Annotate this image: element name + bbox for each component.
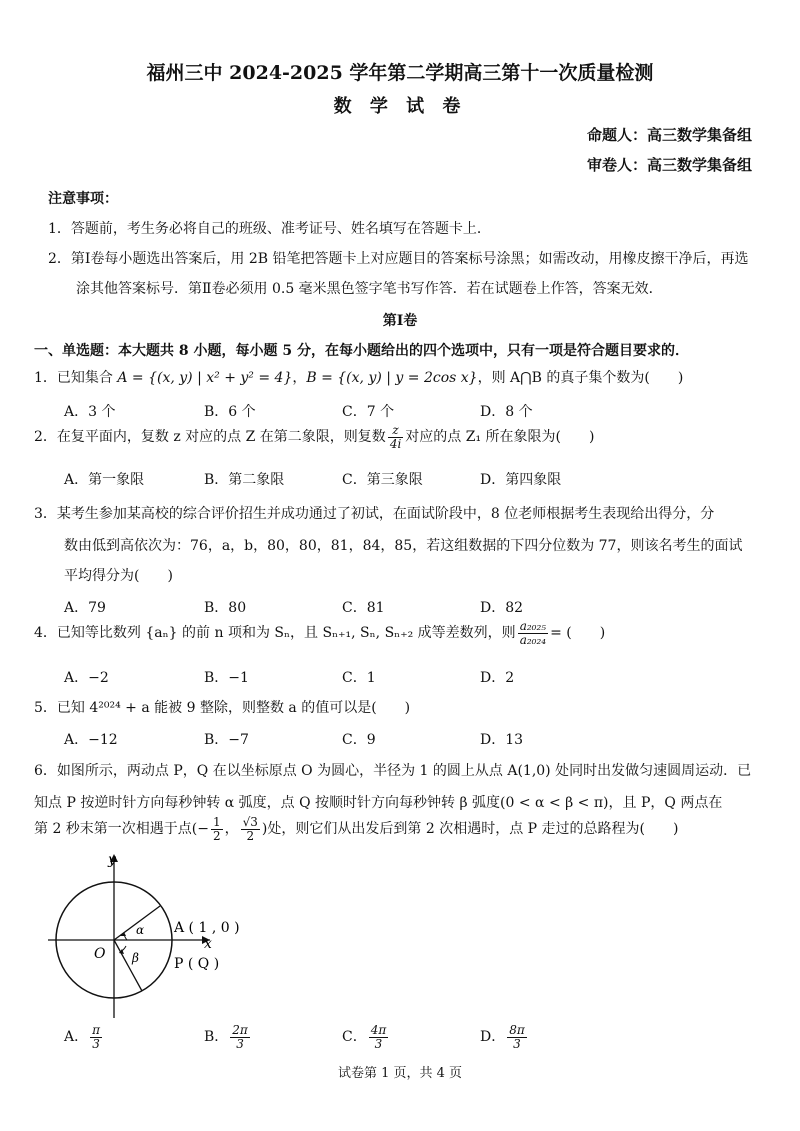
page-footer: 试卷第 1 页，共 4 页 (337, 1066, 463, 1081)
question-6-line-3 (34, 816, 678, 842)
beta-label: β (132, 951, 139, 965)
q1-option-d: D．8 个 (480, 404, 533, 420)
q1-post: ，则 A⋂B 的真子集个数为( ) (477, 370, 684, 386)
q6-frac-1-den: 2 (213, 828, 221, 843)
q4-option-b: B．−1 (204, 670, 249, 686)
question-6-line-2: 知点 P 按逆时针方向每秒钟转 α 弧度，点 Q 按顺时针方向每秒钟转 β 弧度(0 < α < β < π)，且 P，Q 两点在 (34, 795, 723, 811)
q5-option-a: A．−12 (64, 732, 118, 748)
q1-option-b: B．6 个 (204, 404, 256, 420)
q6-option-c-letter: C． (342, 1029, 367, 1046)
q6-option-b-letter: B． (204, 1029, 229, 1046)
x-axis-label: x (204, 936, 212, 952)
question-2 (34, 424, 594, 450)
q6-option-d-den: 3 (513, 1036, 521, 1051)
q2-fraction (388, 424, 403, 450)
part-1-heading: 第Ⅰ卷 (382, 313, 418, 329)
setter-line: 命题人：高三数学集备组 (586, 126, 752, 144)
point-pq-label: P ( Q ) (174, 956, 220, 972)
question-4 (34, 620, 605, 646)
q4-option-c: C．1 (342, 670, 376, 686)
q1-set-b: B = {(x, y) | y = 2cos x} (306, 370, 478, 386)
q5-option-c: C．9 (342, 732, 376, 748)
q6-option-d-frac (507, 1024, 527, 1050)
q6-line3-post: )处，则它们从出发后到第 2 次相遇时，点 P 走过的总路程为( ) (261, 821, 679, 838)
q6-option-b-den: 3 (236, 1036, 244, 1051)
q1-sep: ， (292, 370, 307, 386)
q4-fraction (518, 620, 548, 646)
q6-frac-2 (241, 816, 260, 842)
q6-frac-2-den: 2 (246, 828, 255, 843)
q4-pre: 4．已知等比数列 {aₙ} 的前 n 项和为 Sₙ，且 Sₙ₊₁, Sₙ, Sₙ₊₂ 成等差数列，则 (34, 625, 516, 642)
q2-option-d: D．第四象限 (480, 472, 562, 488)
question-3-line-3: 平均得分为( ) (64, 568, 173, 584)
q3-option-c: C．81 (342, 600, 385, 616)
point-a-label: A ( 1 , 0 ) (174, 920, 240, 936)
q6-option-b (204, 1024, 252, 1050)
q2-pre: 2．在复平面内，复数 z 对应的点 Z 在第二象限，则复数 (34, 429, 386, 446)
q4-option-a: A．−2 (64, 670, 109, 686)
q1-pre: 1．已知集合 (34, 370, 118, 386)
unit-circle-figure (40, 850, 270, 1020)
question-5: 5．已知 4²⁰²⁴ + a 能被 9 整除，则整数 a 的值可以是( ) (34, 700, 411, 716)
q2-frac-num: z (388, 424, 403, 438)
q3-option-b: B．80 (204, 600, 247, 616)
q6-option-b-num: 2π (232, 1023, 248, 1037)
note-item-2-line-1: 2．第Ⅰ卷每小题选出答案后，用 2B 铅笔把答题卡上对应题目的答案标号涂黑；如需改动，用橡皮擦干净后，再选 (48, 251, 749, 267)
q4-frac-den: a₂₀₂₄ (519, 632, 547, 647)
q3-option-a: A．79 (64, 600, 106, 616)
notes-heading: 注意事项： (48, 191, 118, 207)
origin-label: O (94, 946, 106, 962)
question-3-line-1: 3．某考生参加某高校的综合评价招生并成功通过了初试，在面试阶段中，8 位老师根据考生表现给出得分，分 (34, 506, 715, 522)
note-item-1: 1．答题前，考生务必将自己的班级、准考证号、姓名填写在答题卡上． (48, 221, 491, 237)
question-6-line-1: 6．如图所示，两动点 P，Q 在以坐标原点 O 为圆心，半径为 1 的圆上从点 A(1,0) 处同时出发做匀速圆周运动．已 (34, 763, 752, 779)
q6-line3-pre: 第 2 秒末第一次相遇于点(− (34, 821, 209, 838)
exam-subtitle: 数 学 试 卷 (333, 96, 467, 117)
question-1 (34, 367, 683, 387)
q6-option-a-letter: A． (64, 1029, 89, 1046)
section-1-heading: 一、单选题：本大题共 8 小题，每小题 5 分，在每小题给出的四个选项中，只有一项是符合题目要求的． (34, 343, 689, 359)
q6-option-d-num: 8π (509, 1023, 525, 1037)
q6-line3-mid: ， (224, 821, 239, 838)
q1-option-c: C．7 个 (342, 404, 395, 420)
question-3-line-2: 数由低到高依次为：76，a，b，80，80，81，84，85，若这组数据的下四分位数为 77，则该名考生的面试 (64, 538, 743, 554)
q2-option-b: B．第二象限 (204, 472, 285, 488)
q6-frac-1 (211, 816, 223, 842)
q2-post: 对应的点 Z₁ 所在象限为( ) (405, 429, 595, 446)
radius-to-pq (114, 940, 142, 991)
q5-option-d: D．13 (480, 732, 524, 748)
q6-option-d (480, 1024, 529, 1050)
q6-option-a-frac (90, 1024, 102, 1050)
q6-option-d-letter: D． (480, 1029, 506, 1046)
q1-option-a: A．3 个 (64, 404, 116, 420)
reviewer-line: 审卷人：高三数学集备组 (586, 156, 752, 174)
q2-frac-den: 4i (389, 436, 402, 451)
y-axis-label: y (108, 852, 116, 868)
note-item-2-line-2: 涂其他答案标号．第Ⅱ卷必须用 0.5 毫米黑色签字笔书写作答．若在试题卷上作答，答案无效． (76, 281, 663, 297)
q6-frac-1-num: 1 (213, 815, 221, 829)
q6-option-c-den: 3 (374, 1036, 383, 1051)
q2-option-a: A．第一象限 (64, 472, 145, 488)
q6-option-c (342, 1024, 390, 1050)
q2-option-c: C．第三象限 (342, 472, 423, 488)
q6-option-b-frac (230, 1024, 250, 1050)
q3-option-d: D．82 (480, 600, 524, 616)
q6-option-a (64, 1024, 104, 1050)
q6-option-c-frac (369, 1024, 389, 1050)
q6-option-a-den: 3 (92, 1036, 100, 1051)
q1-set-a: A = {(x, y) | x² + y² = 4} (117, 370, 293, 386)
q5-option-b: B．−7 (204, 732, 249, 748)
q4-option-d: D．2 (480, 670, 515, 686)
q4-post: = ( ) (550, 625, 606, 642)
q6-frac-2-num: √3 (242, 815, 258, 829)
alpha-label: α (136, 923, 145, 937)
q4-frac-num: a₂₀₂₅ (519, 619, 547, 633)
exam-title: 福州三中 2024-2025 学年第二学期高三第十一次质量检测 (146, 62, 654, 84)
q6-option-c-num: 4π (370, 1023, 387, 1037)
q6-option-a-num: π (92, 1023, 101, 1037)
